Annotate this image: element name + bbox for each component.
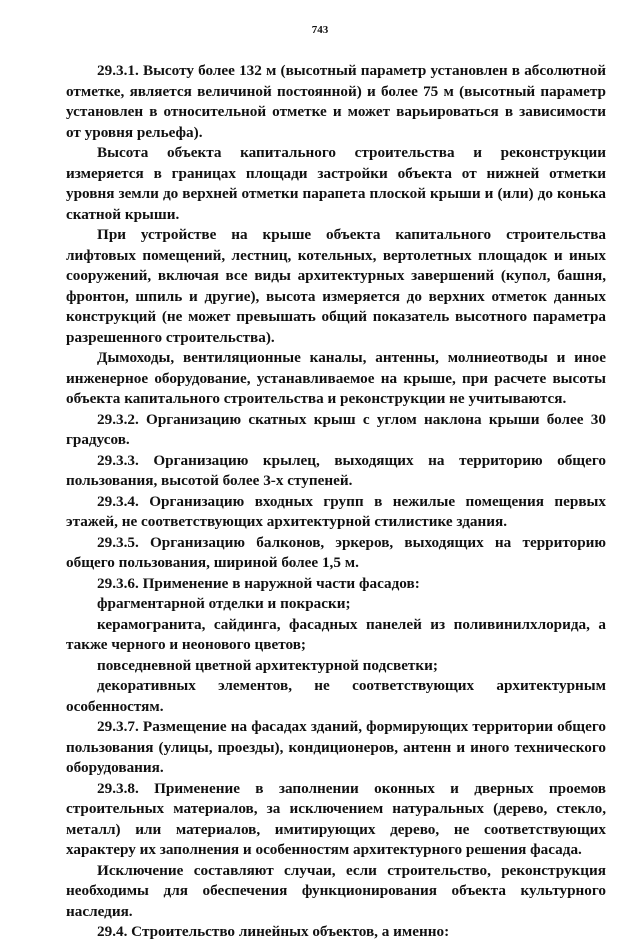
paragraph-29-3-1: 29.3.1. Высоту более 132 м (высотный параметр установлен в абсолютной отметке, является величиной постоянной) и более 75 м (высотный параметр установлен в относительной отметке и может варьироваться в зависимости от уровня рельефа). — [66, 62, 606, 141]
paragraph-29-3-2: 29.3.2. Организацию скатных крыш с углом наклона крыши более 30 градусов. — [66, 410, 606, 448]
paragraph-engineering-equipment: Дымоходы, вентиляционные каналы, антенны, молниеотводы и иное инженерное оборудование, устанавливаемое на крыше, при расчете высоты объекта капитального строительства и реконструкции не учитываются. — [66, 349, 606, 407]
paragraph-29-3-4: 29.3.4. Организацию входных групп в нежилые помещения первых этажей, не соответствующих архитектурной стилистике здания. — [66, 492, 606, 530]
list-item-fragmentary-finish: фрагментарной отделки и покраски; — [97, 595, 351, 612]
paragraph-29-3-3: 29.3.3. Организацию крылец, выходящих на территорию общего пользования, высотой более 3-х ступеней. — [66, 451, 606, 489]
page-number: 743 — [311, 24, 329, 36]
paragraph-29-3-6: 29.3.6. Применение в наружной части фасадов: — [97, 574, 420, 592]
paragraph-29-3-5: 29.3.5. Организацию балконов, эркеров, выходящих на территорию общего пользования, шириной более 1,5 м. — [66, 533, 606, 571]
paragraph-29-4: 29.4. Строительство линейных объектов, а именно: — [97, 923, 450, 940]
document-body — [66, 61, 606, 943]
paragraph-roof-structures: При устройстве на крыше объекта капитального строительства лифтовых помещений, лестниц, котельных, вертолетных площадок и иных сооружений, включая все виды архитектурных завершений (купол, башня, фронтон, шпиль и другие), высота измеряется до верхних отметок данных конструкций (не может превышать общий показатель высотного параметра разрешенного строительства). — [66, 226, 606, 346]
list-item-lighting: повседневной цветной архитектурной подсветки; — [97, 656, 438, 674]
paragraph-height-measurement: Высота объекта капитального строительства и реконструкции измеряется в границах площади застройки объекта от нижней отметки уровня земли до верхней отметки парапета плоской крыши и (или) до конька скатной крыши. — [66, 144, 606, 223]
paragraph-29-3-7: 29.3.7. Размещение на фасадах зданий, формирующих территории общего пользования (улицы, проезды), кондиционеров, антенн и иного технического оборудования. — [66, 718, 606, 776]
list-item-porcelain-siding: керамогранита, сайдинга, фасадных панелей из поливинилхлорида, а также черного и неонового цветов; — [66, 615, 606, 653]
paragraph-exception: Исключение составляют случаи, если строительство, реконструкция необходимы для обеспечения функционирования объекта культурного наследия. — [66, 861, 606, 920]
list-item-decorative-elements: декоративных элементов, не соответствующих архитектурным особенностям. — [66, 677, 606, 715]
paragraph-29-3-8: 29.3.8. Применение в заполнении оконных и дверных проемов строительных материалов, за исключением натуральных (дерево, стекло, металл) или материалов, имитирующих дерево, не соответствующих характеру их заполнения и особенностям архитектурного решения фасада. — [66, 779, 606, 858]
